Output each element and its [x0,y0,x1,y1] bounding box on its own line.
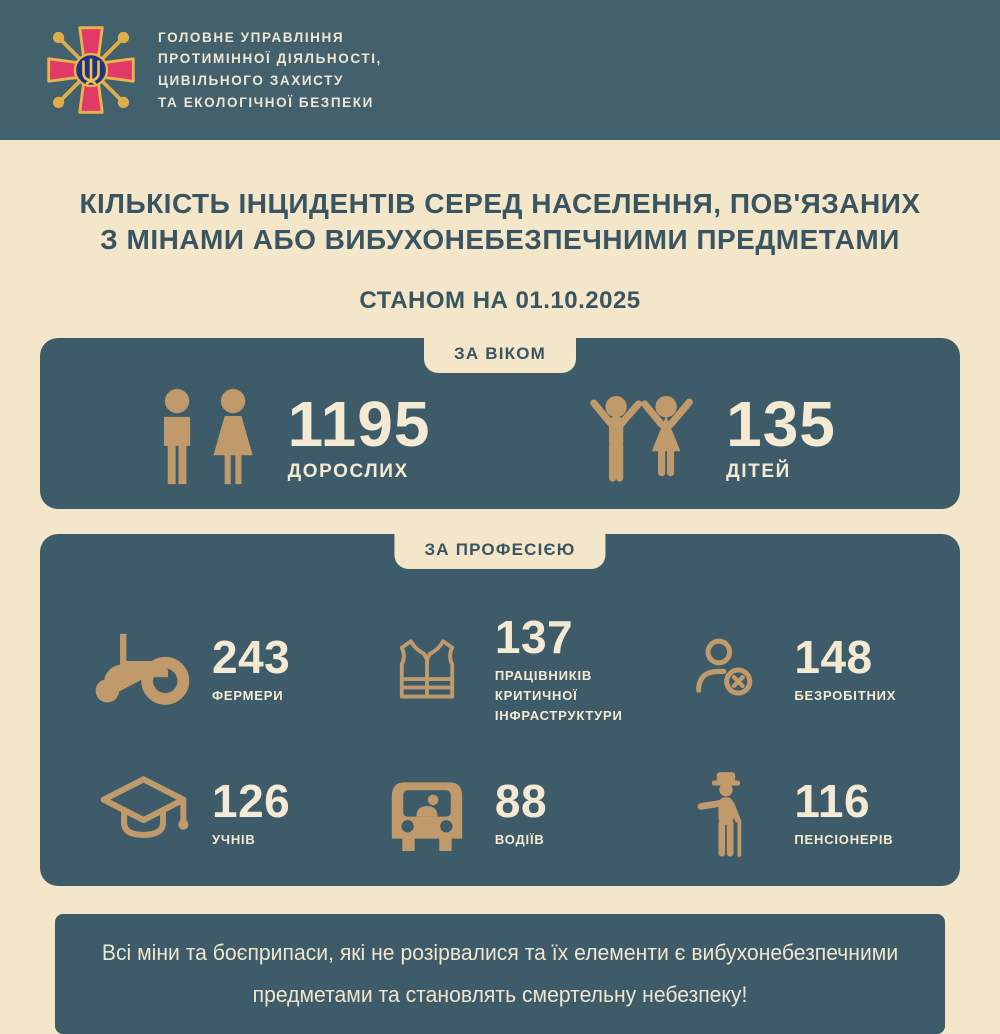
adults-count: 1195 [287,387,431,460]
farmers-label: ФЕРМЕРИ [212,687,284,703]
page-title-line-2: З МІНАМИ АБО ВИБУХОНЕБЕЗПЕЧНИМИ ПРЕДМЕТАМИ [100,224,900,256]
car-icon-box [375,770,479,858]
adults-stat [80,366,500,509]
infrastructure-workers-stat [375,610,675,726]
page-title-line-1: КІЛЬКІСТЬ ІНЦИДЕНТІВ СЕРЕД НАСЕЛЕННЯ, ПОВ'ЯЗАНИХ [79,188,921,219]
pensioners-value-block [794,775,894,850]
graduation-cap-icon-box [92,770,196,858]
unemployed-label: БЕЗРОБІТНИХ [794,687,897,703]
as-of-date: СТАНОМ НА 01.10.2025 [359,286,641,314]
unemployed-icon-box [674,633,778,707]
unemployed-stat [674,614,924,726]
age-section-panel [40,338,960,509]
children-value-block [726,387,836,483]
farmers-value-block [212,630,291,706]
safety-vest-icon [392,632,462,708]
farmers-stat [92,614,375,726]
org-line-3: ЦИВІЛЬНОГО ЗАХИСТУ [158,73,344,88]
drivers-value-block [494,775,548,850]
profession-grid [92,610,924,860]
pensioners-label: ПЕНСІОНЕРІВ [794,832,894,848]
page-title [0,186,1000,259]
drivers-label: ВОДІЇВ [494,832,545,848]
warning-text [82,932,919,1015]
adults-value-block [287,387,431,483]
unemployed-count: 148 [794,630,873,683]
infrastructure-label: ПРАЦІВНИКІВ КРИТИЧНОЇ ІНФРАСТРУКТУРИ [494,667,623,724]
unemployed-value-block [794,630,897,706]
children-label: ДІТЕЙ [726,460,791,482]
graduation-cap-icon [94,770,194,858]
warning-banner [55,914,945,1034]
farmers-count: 243 [212,630,291,683]
adults-icon [150,387,262,487]
pensioner-icon-box [674,768,778,860]
pensioner-icon [688,768,764,860]
safety-vest-icon-box [375,632,479,708]
org-line-1: ГОЛОВНЕ УПРАВЛІННЯ [158,29,345,45]
children-count: 135 [726,387,836,460]
students-count: 126 [212,775,291,828]
drivers-count: 88 [494,775,548,828]
car-icon [383,770,471,858]
tractor-icon [92,622,196,718]
org-name [158,27,382,113]
children-icon [584,388,700,486]
profession-section-tab: ЗА ПРОФЕСІЄЮ [394,534,605,569]
pensioners-count: 116 [794,775,871,828]
adults-label: ДОРОСЛИХ [287,460,409,482]
armed-forces-emblem-icon [44,23,138,117]
infrastructure-value-block [494,610,675,726]
org-line-4: ТА ЕКОЛОГІЧНОЇ БЕЗПЕКИ [158,94,374,110]
children-stat [500,366,920,509]
warning-line-2: предметами та становлять смертельну небезпеку! [252,981,748,1007]
infrastructure-count: 137 [494,610,574,663]
age-section-tab: ЗА ВІКОМ [424,338,576,373]
students-value-block [212,775,291,850]
warning-line-1: Всі міни та боєприпаси, які не розірвалися та їх елементи є вибухонебезпечними [101,940,899,966]
unemployed-person-icon [690,633,762,707]
profession-section-panel [40,534,960,886]
header-bar [0,0,1000,140]
tractor-icon-box [92,622,196,718]
org-line-2: ПРОТИМІННОЇ ДІЯЛЬНОСТІ, [158,51,382,67]
drivers-stat [375,768,675,860]
students-label: УЧНІВ [212,832,256,848]
pensioners-stat [674,768,924,860]
students-stat [92,768,375,860]
